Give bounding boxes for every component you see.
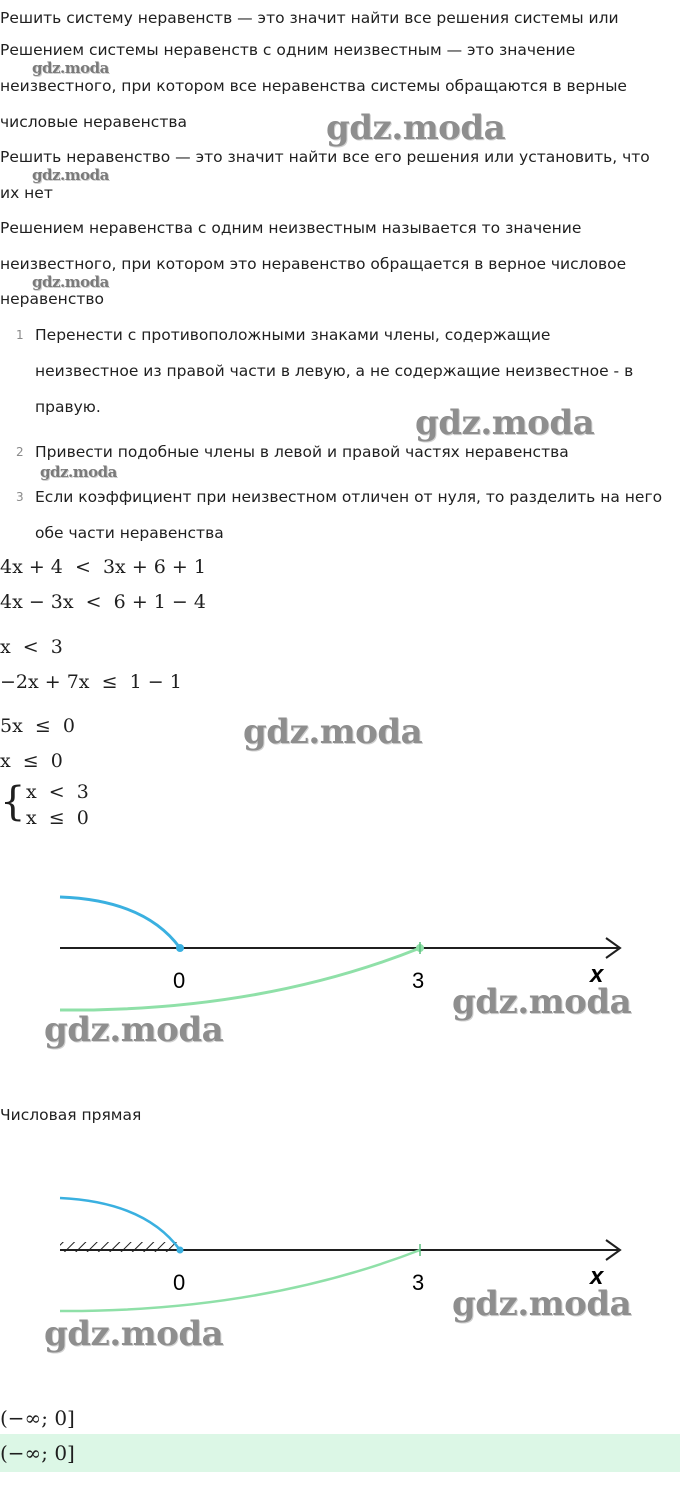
- step-number: 1: [16, 328, 24, 342]
- watermark: gdz.moda: [44, 1010, 224, 1050]
- solution-arc-green: [60, 948, 420, 1010]
- watermark: gdz.moda: [452, 982, 632, 1022]
- watermark: gdz.moda: [44, 1314, 224, 1354]
- watermark: gdz.moda: [243, 712, 423, 752]
- answer-text: (−∞; 0]: [0, 1406, 75, 1430]
- watermark: gdz.moda: [326, 108, 506, 148]
- figure-caption: Числовая прямая: [0, 1106, 142, 1124]
- watermark: gdz.moda: [32, 273, 109, 291]
- axis-label: x: [590, 1263, 604, 1290]
- definition-line: неизвестного, при котором все неравенства системы обращаются в верные: [0, 77, 627, 95]
- definition-line: Решить систему неравенств — это значит найти все решения системы или: [0, 9, 619, 27]
- tick-label-a: 0: [173, 1270, 186, 1295]
- system-line: x ≤ 0: [26, 807, 89, 829]
- watermark: gdz.moda: [452, 1284, 632, 1324]
- definition-line: числовые неравенства: [0, 113, 187, 131]
- system-brace: {: [0, 779, 26, 825]
- answer-highlight: [0, 1434, 680, 1472]
- watermark: gdz.moda: [32, 59, 109, 77]
- math-line: x ≤ 0: [0, 750, 63, 772]
- definition-line: неравенство: [0, 290, 104, 308]
- math-line: 4x + 4 < 3x + 6 + 1: [0, 556, 206, 578]
- answer-text-highlighted: (−∞; 0]: [0, 1441, 75, 1465]
- watermark: gdz.moda: [32, 166, 109, 184]
- solution-arc-green: [60, 1250, 420, 1311]
- watermark: gdz.moda: [415, 403, 595, 443]
- math-line: 5x ≤ 0: [0, 715, 75, 737]
- definition-line: их нет: [0, 184, 53, 202]
- math-line: 4x − 3x < 6 + 1 − 4: [0, 591, 206, 613]
- step-number: 3: [16, 490, 24, 504]
- axis-label: x: [590, 961, 604, 988]
- step-text: Привести подобные члены в левой и правой частях неравенства: [35, 443, 569, 461]
- system-line: x < 3: [26, 781, 89, 803]
- tick-label-b: 3: [412, 968, 425, 993]
- definition-line: Решить неравенство — это значит найти все его решения или установить, что: [0, 148, 650, 166]
- watermark: gdz.moda: [40, 463, 117, 481]
- math-line: x < 3: [0, 636, 63, 658]
- step-text: неизвестное из правой части в левую, а не содержащие неизвестное - в: [35, 362, 634, 380]
- tick-label-b: 3: [412, 1270, 425, 1295]
- step-text: Перенести с противоположными знаками члены, содержащие: [35, 326, 551, 344]
- math-line: −2x + 7x ≤ 1 − 1: [0, 671, 182, 693]
- solution-arc-blue: [60, 897, 180, 948]
- step-number: 2: [16, 445, 24, 459]
- step-text: правую.: [35, 398, 101, 416]
- definition-line: неизвестного, при котором это неравенство обращается в верное числовое: [0, 255, 627, 273]
- point-zero: [176, 944, 184, 952]
- definition-line: Решением неравенства с одним неизвестным называется то значение: [0, 219, 582, 237]
- step-text: обе части неравенства: [35, 524, 224, 542]
- tick-label-a: 0: [173, 968, 186, 993]
- point-zero: [177, 1247, 184, 1254]
- definition-line: Решением системы неравенств с одним неизвестным — это значение: [0, 41, 576, 59]
- step-text: Если коэффициент при неизвестном отличен от нуля, то разделить на него: [35, 488, 663, 506]
